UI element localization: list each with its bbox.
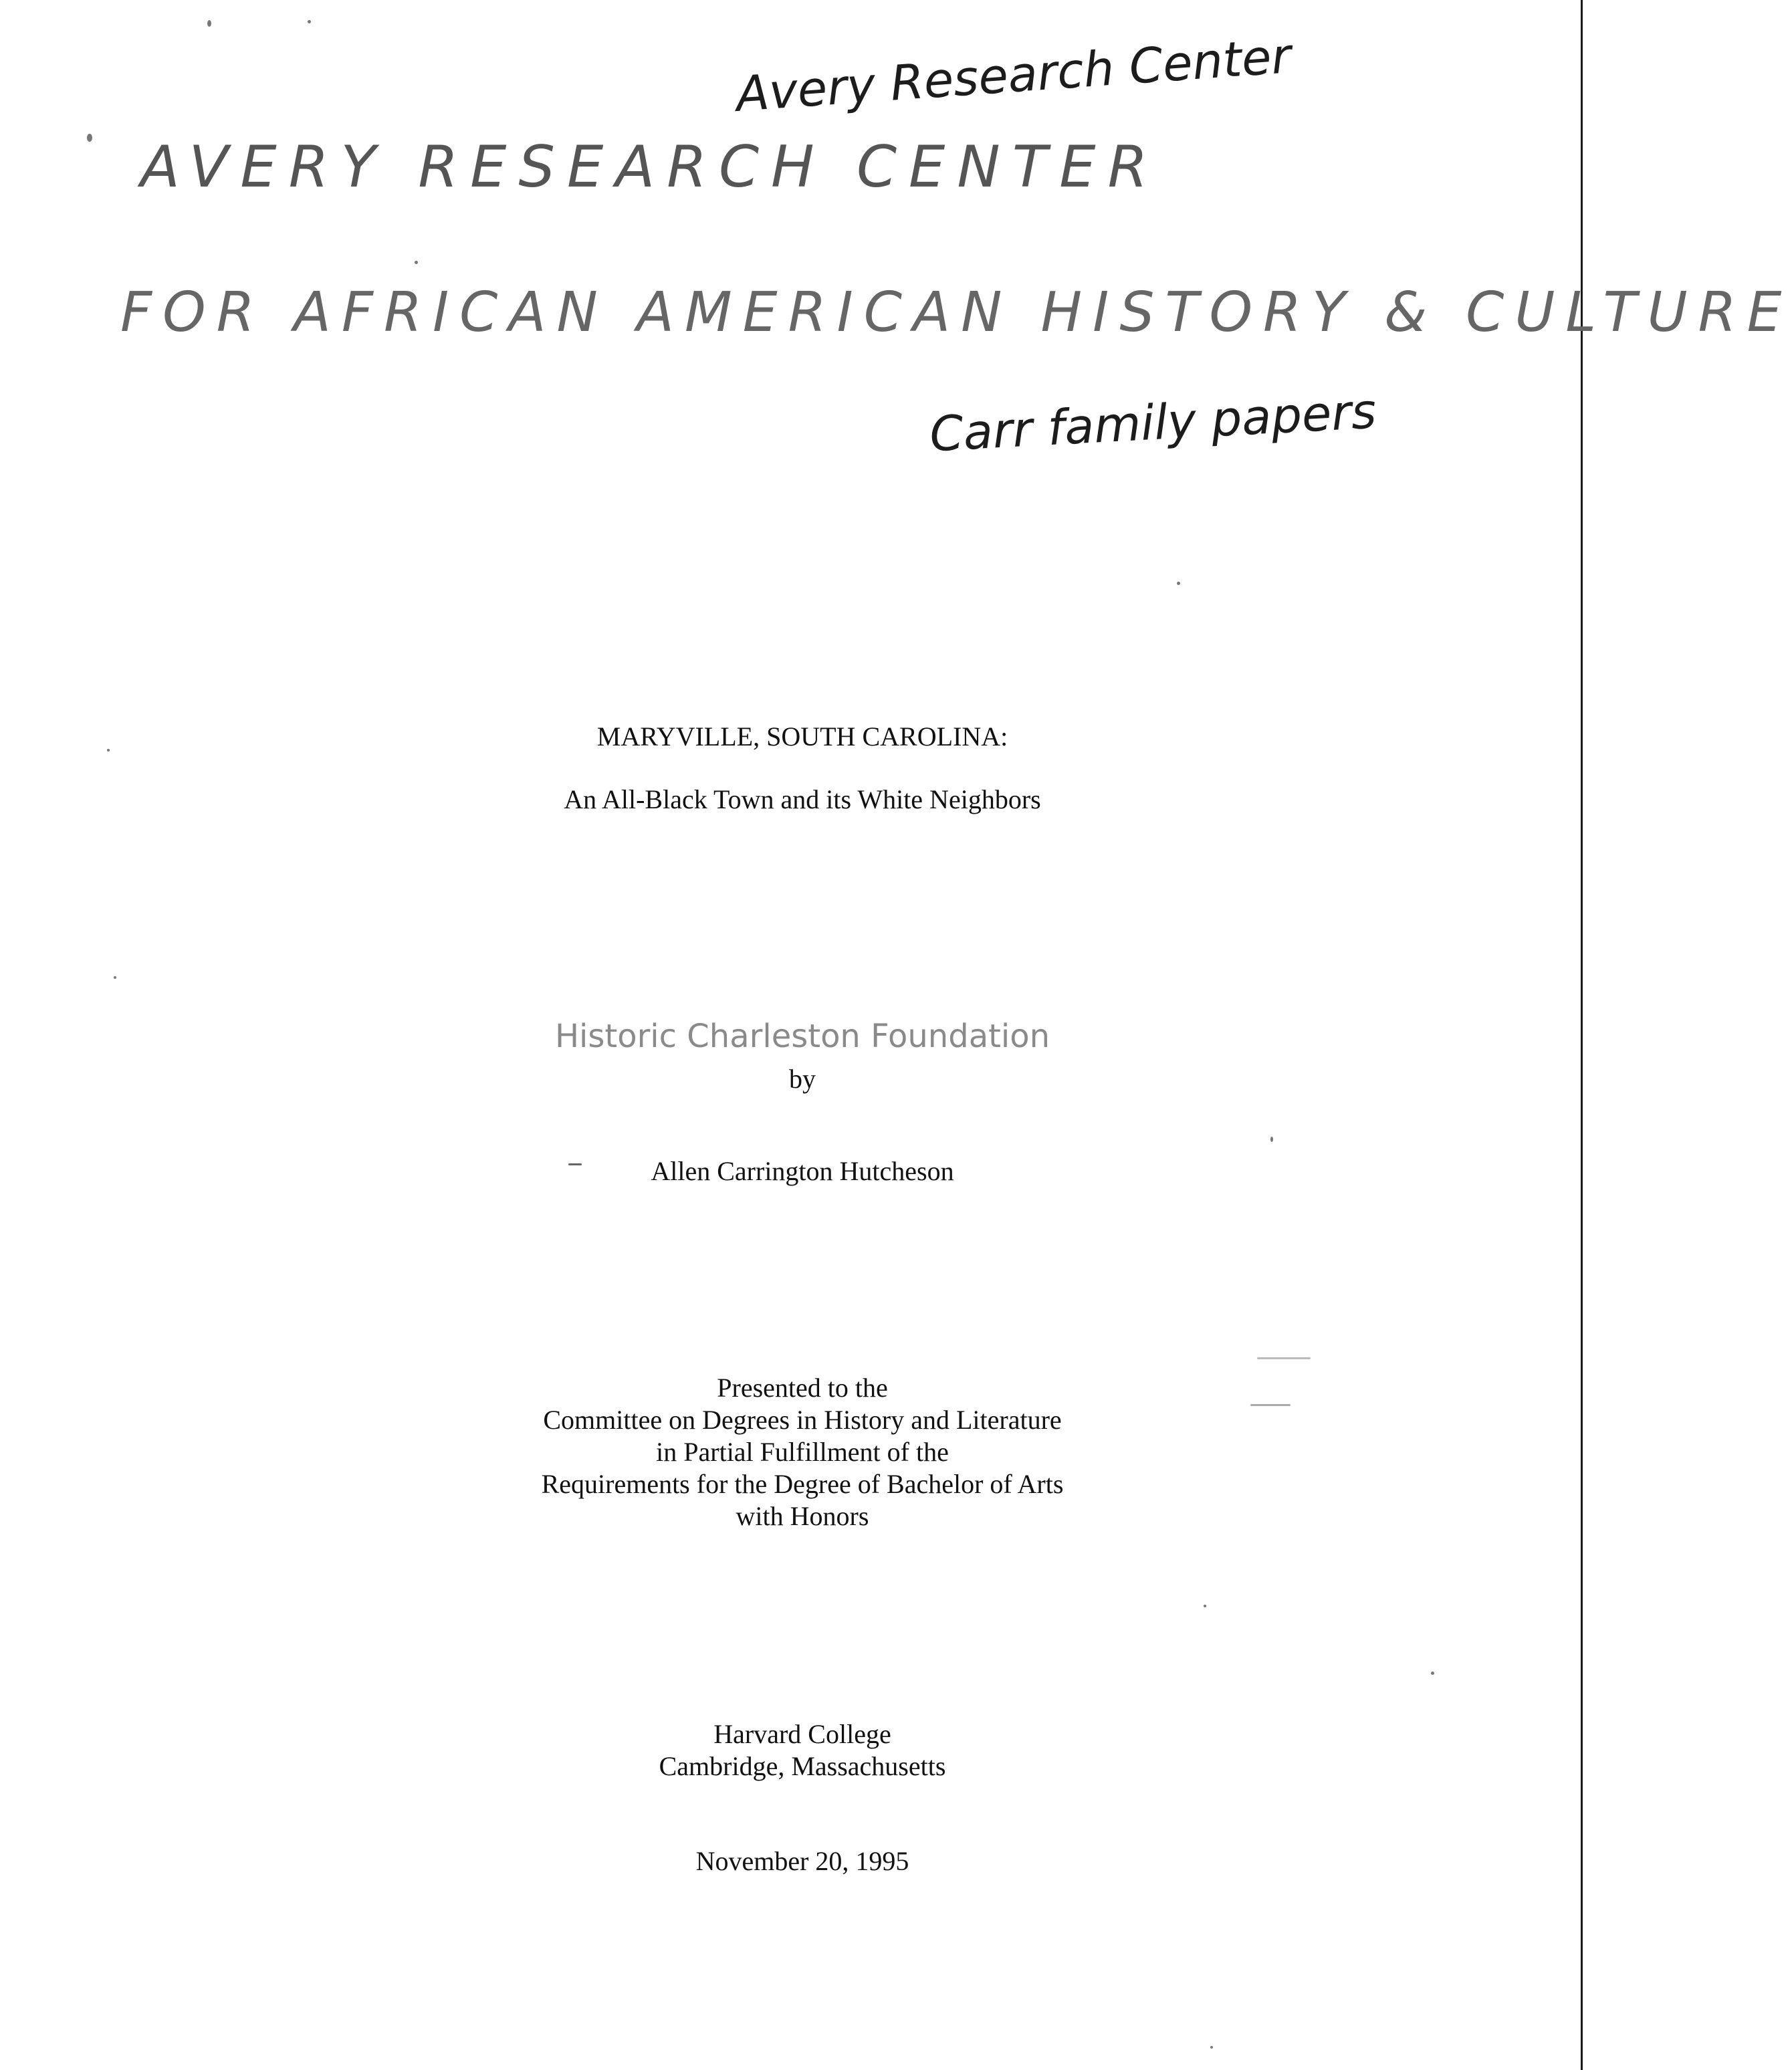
handwritten-note-collection: Carr family papers <box>928 382 1378 463</box>
document-subtitle: An All-Black Town and its White Neighbors <box>564 784 1041 814</box>
presentation-line: with Honors <box>736 1501 869 1531</box>
scan-speck <box>308 20 311 23</box>
handwritten-note-center-subtitle: FOR AFRICAN AMERICAN HISTORY & CULTURE <box>120 281 1792 344</box>
institution-name: Harvard College <box>713 1719 891 1749</box>
presentation-line: Presented to the <box>717 1373 888 1403</box>
scan-speck <box>1210 2046 1213 2049</box>
scan-speck <box>1270 1137 1273 1142</box>
institution-location: Cambridge, Massachusetts <box>659 1751 946 1781</box>
presentation-line: in Partial Fulfillment of the <box>656 1437 949 1467</box>
handwritten-note-avery: Avery Research Center <box>734 27 1293 122</box>
scan-speck <box>114 976 116 979</box>
scan-speck <box>1177 582 1180 585</box>
byline-by: by <box>789 1064 816 1094</box>
handwritten-note-center-name: AVERY RESEARCH CENTER <box>140 134 1160 201</box>
scan-speck <box>1431 1672 1434 1675</box>
author-name: Allen Carrington Hutcheson <box>651 1156 954 1186</box>
scan-speck <box>1204 1605 1206 1607</box>
scan-speck <box>1257 1357 1311 1359</box>
watermark-text: Historic Charleston Foundation <box>554 1018 1050 1055</box>
scan-speck <box>87 134 92 142</box>
presentation-line: Committee on Degrees in History and Literature <box>543 1405 1062 1435</box>
presentation-statement <box>0 1372 1605 1532</box>
scan-speck <box>415 261 418 264</box>
document-title: MARYVILLE, SOUTH CAROLINA: <box>596 721 1008 752</box>
institution-block <box>0 1718 1605 1782</box>
presentation-line: Requirements for the Degree of Bachelor of Arts <box>541 1469 1064 1499</box>
document-date: November 20, 1995 <box>695 1846 909 1876</box>
scan-speck <box>207 20 211 27</box>
